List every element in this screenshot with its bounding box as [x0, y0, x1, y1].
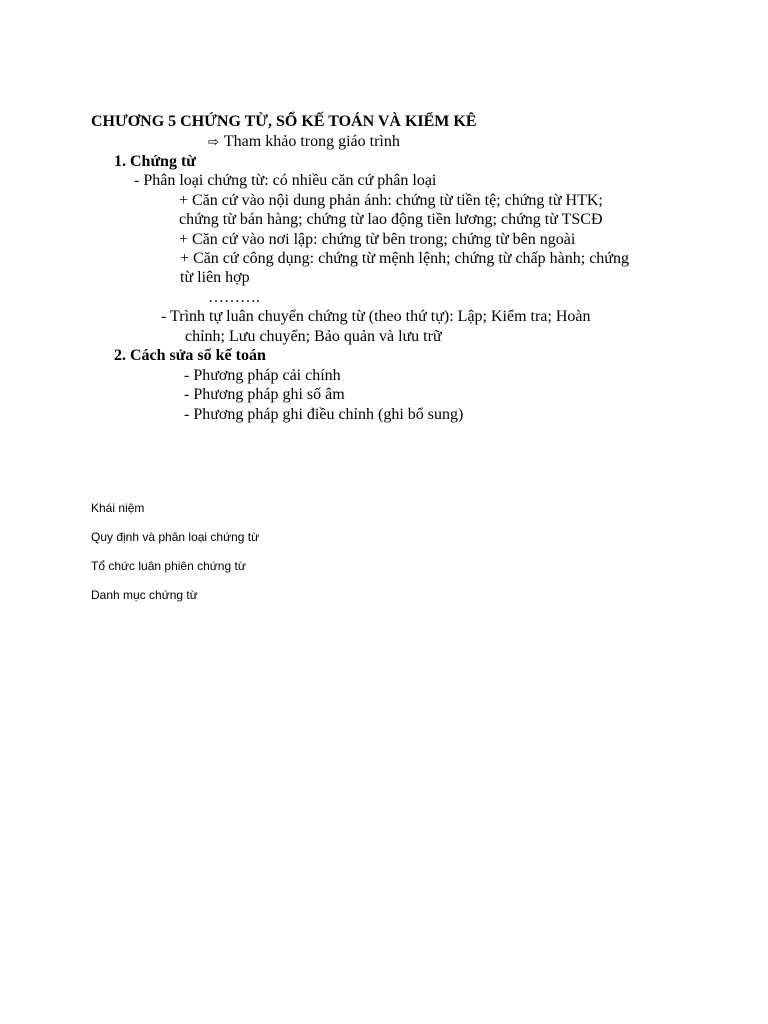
location-basis-line: + Căn cứ vào nơi lập: chứng từ bên trong; chứng từ bên ngoài [179, 231, 576, 248]
usage-basis-line-1: + Căn cứ công dụng: chứng từ mệnh lệnh; chứng từ chấp hành; chứng [180, 250, 629, 267]
chapter-title: CHƯƠNG 5 CHỨNG TỪ, SỔ KẾ TOÁN VÀ KIỂM KÊ [91, 113, 477, 130]
circulation-line-1: - Trình tự luân chuyển chứng từ (theo thứ tự): Lập; Kiểm tra; Hoàn [161, 308, 591, 325]
note-item: Khái niệm [91, 501, 145, 515]
usage-basis-line-2: từ liên hợp [180, 269, 250, 286]
method-item: - Phương pháp ghi điều chỉnh (ghi bổ sung) [184, 406, 464, 423]
reference-text: Tham khảo trong giáo trình [223, 133, 400, 150]
circulation-line-2: chỉnh; Lưu chuyển; Bảo quản và lưu trữ [185, 328, 442, 345]
section-1-heading: 1. Chứng từ [114, 153, 196, 170]
classification-line: - Phân loại chứng từ: có nhiều căn cứ phân loại [134, 172, 437, 189]
content-basis-line-2: chứng từ bán hàng; chứng từ lao động tiền lương; chứng từ TSCĐ [179, 211, 603, 228]
ellipsis-line: ………. [208, 289, 260, 306]
note-item: Tổ chức luân phiên chứng từ [91, 559, 246, 573]
note-item: Danh mục chứng từ [91, 588, 198, 602]
method-item: - Phương pháp ghi số âm [184, 386, 345, 403]
note-item: Quy định và phân loại chứng từ [91, 530, 260, 544]
content-basis-line-1: + Căn cứ vào nội dung phản ánh: chứng từ tiền tệ; chứng từ HTK; [179, 192, 603, 209]
section-2-heading: 2. Cách sửa sổ kế toán [114, 347, 266, 364]
reference-line [208, 132, 400, 153]
right-arrow-icon: ⇨ [208, 135, 219, 150]
method-item: - Phương pháp cải chính [184, 367, 341, 384]
